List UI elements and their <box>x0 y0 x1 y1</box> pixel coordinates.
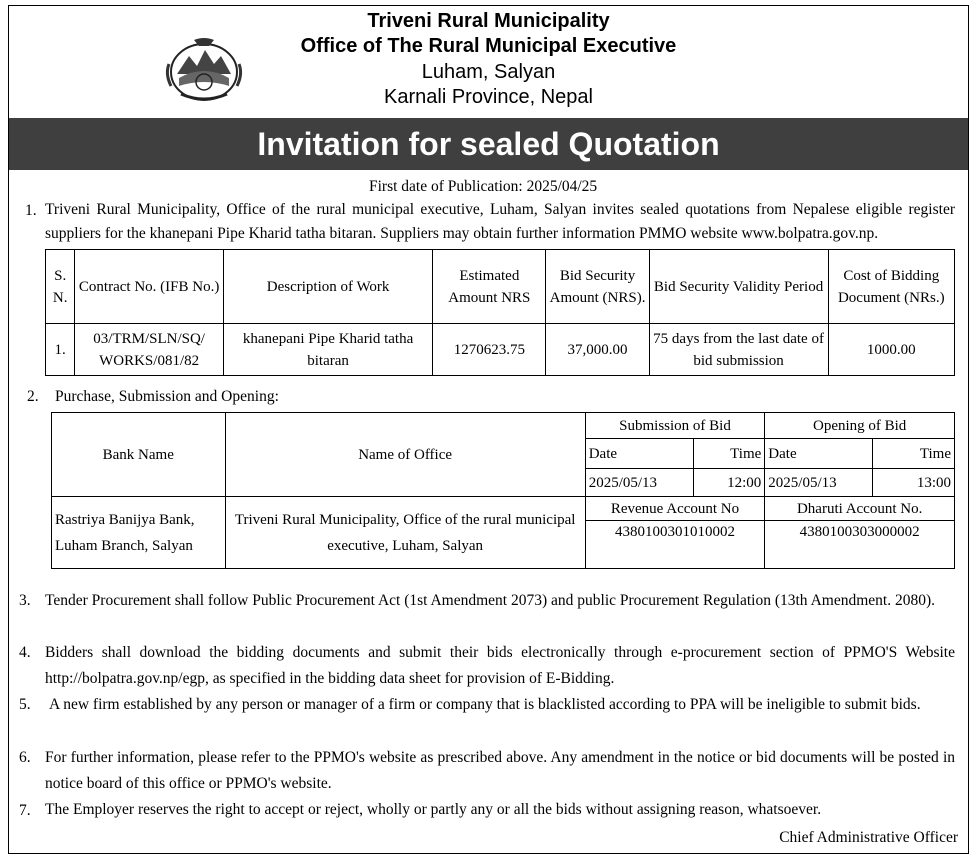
header-office-name: Name of Office <box>225 413 585 497</box>
table-row <box>46 324 955 376</box>
opening-time-label: Time <box>873 439 955 469</box>
header-sn: S. N. <box>46 250 75 324</box>
item-number: 1. <box>25 202 37 219</box>
province-name: Karnali Province, Nepal <box>384 86 593 108</box>
office-name-cell: Triveni Rural Municipality, Office of the rural municipal executive, Luham, Salyan <box>225 497 585 569</box>
notice-frame <box>8 5 969 854</box>
header-submission: Submission of Bid <box>585 413 765 439</box>
submission-time: 12:00 <box>693 469 765 497</box>
cell-bid-security-validity: 75 days from the last date of bid submission <box>649 324 828 376</box>
item-text: Purchase, Submission and Opening: <box>55 388 279 405</box>
header-description: Description of Work <box>223 250 432 324</box>
item-text: Triveni Rural Municipality, Office of the rural municipal executive, Luham, Salyan invites sealed quotations from Nepalese eligible register suppliers for the khanepani Pipe Kharid tatha bitaran. Suppliers may obtain further information PMMO website www.bolpatra.gov.np. <box>45 201 955 242</box>
item-text: For further information, please refer to the PPMO's website as prescribed above. Any amendment in the notice or bid documents will be posted in notice board of this office or PPMO's website. <box>45 749 955 792</box>
item-text: Tender Procurement shall follow Public Procurement Act (1st Amendment 2073) and public Procurement Regulation (13th Amendment. 2080). <box>45 592 935 609</box>
signature-title: Chief Administrative Officer <box>779 829 958 846</box>
quotation-table <box>45 249 955 376</box>
revenue-account-header: Revenue Account No <box>585 497 765 521</box>
header-bid-security-validity: Bid Security Validity Period <box>649 250 828 324</box>
cell-contract-no: 03/TRM/SLN/SQ/ WORKS/081/82 <box>75 324 224 376</box>
item-number: 3. <box>19 592 31 609</box>
bank-name: Rastriya Banijya Bank, Luham Branch, Salyan <box>52 497 226 569</box>
cell-description: khanepani Pipe Kharid tatha bitaran <box>223 324 432 376</box>
place-name: Luham, Salyan <box>421 61 556 83</box>
org-name: Triveni Rural Municipality <box>367 10 610 32</box>
submission-time-label: Time <box>693 439 765 469</box>
office-name: Office of The Rural Municipal Executive <box>300 35 677 57</box>
item-number: 7. <box>19 802 31 819</box>
cell-cost-of-document: 1000.00 <box>828 324 954 376</box>
submission-date: 2025/05/13 <box>585 469 693 497</box>
cell-sn: 1. <box>46 324 75 376</box>
notice-header <box>9 6 968 118</box>
opening-date: 2025/05/13 <box>765 469 873 497</box>
header-cost-of-document: Cost of Bidding Document (NRs.) <box>828 250 954 324</box>
header-estimated-amount: Estimated Amount NRS <box>433 250 546 324</box>
dharuti-account-header: Dharuti Account No. <box>765 497 955 521</box>
opening-time: 13:00 <box>873 469 955 497</box>
header-opening: Opening of Bid <box>765 413 955 439</box>
dharuti-account-no: 4380100303000002 <box>765 521 955 569</box>
notice-title-banner: Invitation for sealed Quotation <box>9 118 968 170</box>
submission-table <box>51 412 955 569</box>
item-number: 2. <box>27 388 39 405</box>
header-bid-security-amount: Bid Security Amount (NRS). <box>546 250 649 324</box>
header-contract-no: Contract No. (IFB No.) <box>75 250 224 324</box>
revenue-account-no: 4380100301010002 <box>585 521 765 569</box>
item-number: 5. <box>19 696 31 713</box>
submission-date-label: Date <box>585 439 693 469</box>
opening-date-label: Date <box>765 439 873 469</box>
cell-estimated-amount: 1270623.75 <box>433 324 546 376</box>
publication-date: First date of Publication: 2025/04/25 <box>369 178 598 195</box>
item-number: 6. <box>19 749 31 766</box>
cell-bid-security-amount: 37,000.00 <box>546 324 649 376</box>
item-text: The Employer reserves the right to accept or reject, wholly or partly any or all the bids without assigning reason, whatsoever. <box>45 801 822 818</box>
header-bank-name: Bank Name <box>52 413 226 497</box>
item-number: 4. <box>19 644 31 661</box>
item-text: A new firm established by any person or manager of a firm or company that is blacklisted according to PPA will be ineligible to submit bids. <box>49 696 921 713</box>
item-text: Bidders shall download the bidding documents and submit their bids electronically through e-procurement section of PPMO'S Website http://bolpatra.gov.np/egp, as specified in the bidding data sheet for provision of E-Bidding. <box>45 644 955 687</box>
